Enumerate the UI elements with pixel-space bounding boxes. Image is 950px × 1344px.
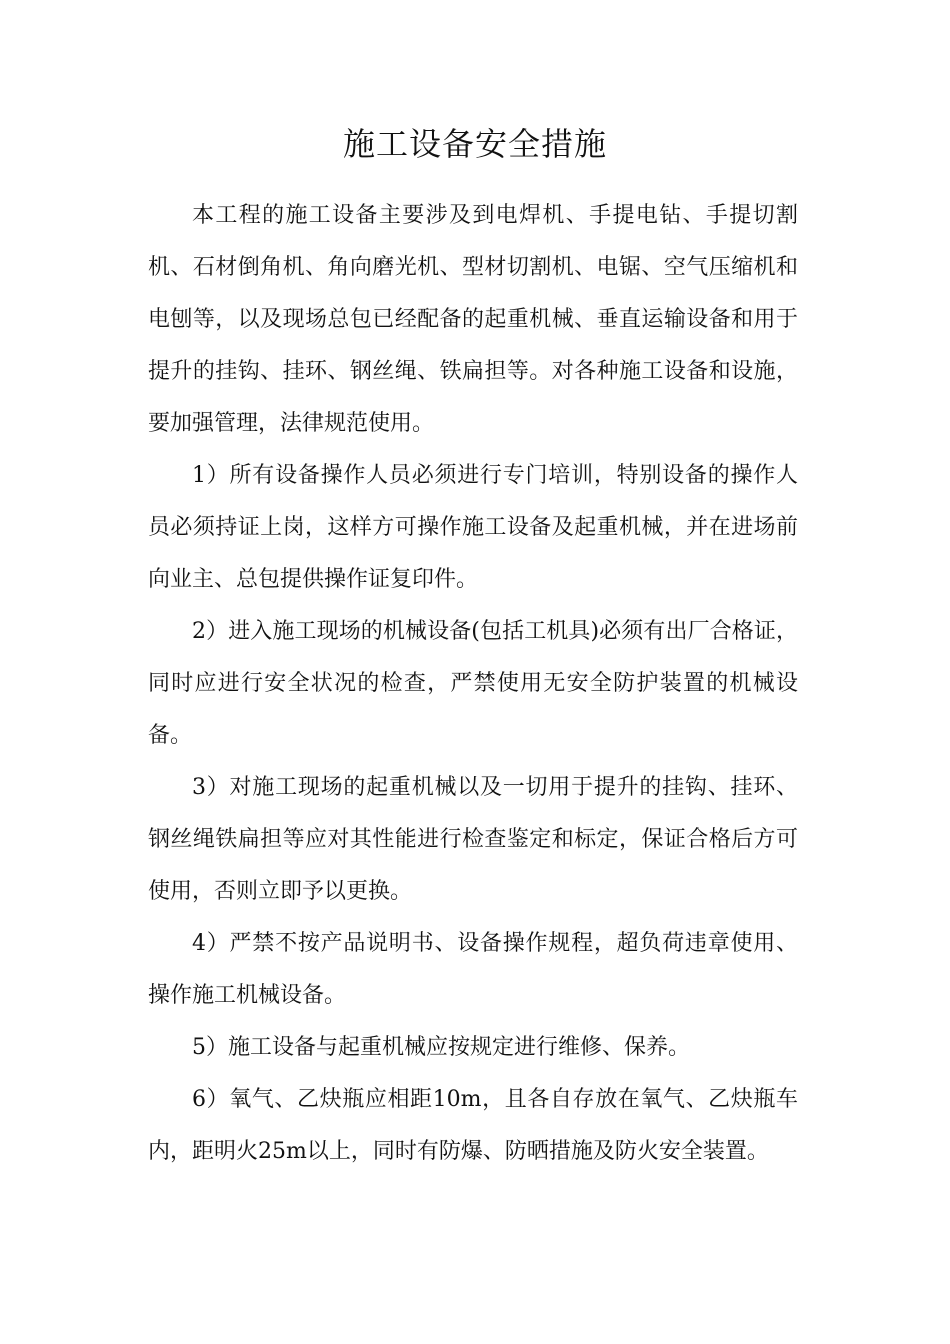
document-body — [148, 190, 798, 1178]
paragraph-4: 4）严禁不按产品说明书、设备操作规程，超负荷违章使用、操作施工机械设备。 — [148, 931, 798, 1008]
page-title: 施工设备安全措施 — [342, 125, 607, 163]
paragraph-2: 2）进入施工现场的机械设备(包括工机具)必须有出厂合格证，同时应进行安全状况的检查，严禁使用无安全防护装置的机械设备。 — [148, 619, 798, 748]
paragraph-intro: 本工程的施工设备主要涉及到电焊机、手提电钻、手提切割机、石材倒角机、角向磨光机、型材切割机、电锯、空气压缩机和电刨等，以及现场总包已经配备的起重机械、垂直运输设备和用于提升的挂钩、挂环、钢丝绳、铁扁担等。对各种施工设备和设施，要加强管理，法律规范使用。 — [148, 203, 798, 436]
paragraph-1: 1）所有设备操作人员必须进行专门培训，特别设备的操作人员必须持证上岗，这样方可操作施工设备及起重机械，并在进场前向业主、总包提供操作证复印件。 — [148, 463, 798, 592]
paragraph-6: 6）氧气、乙炔瓶应相距10m，且各自存放在氧气、乙炔瓶车内，距明火25m以上，同时有防爆、防晒措施及防火安全装置。 — [148, 1087, 798, 1164]
paragraph-5: 5）施工设备与起重机械应按规定进行维修、保养。 — [192, 1035, 690, 1060]
paragraph-3: 3）对施工现场的起重机械以及一切用于提升的挂钩、挂环、钢丝绳铁扁担等应对其性能进行检查鉴定和标定，保证合格后方可使用，否则立即予以更换。 — [148, 775, 798, 904]
